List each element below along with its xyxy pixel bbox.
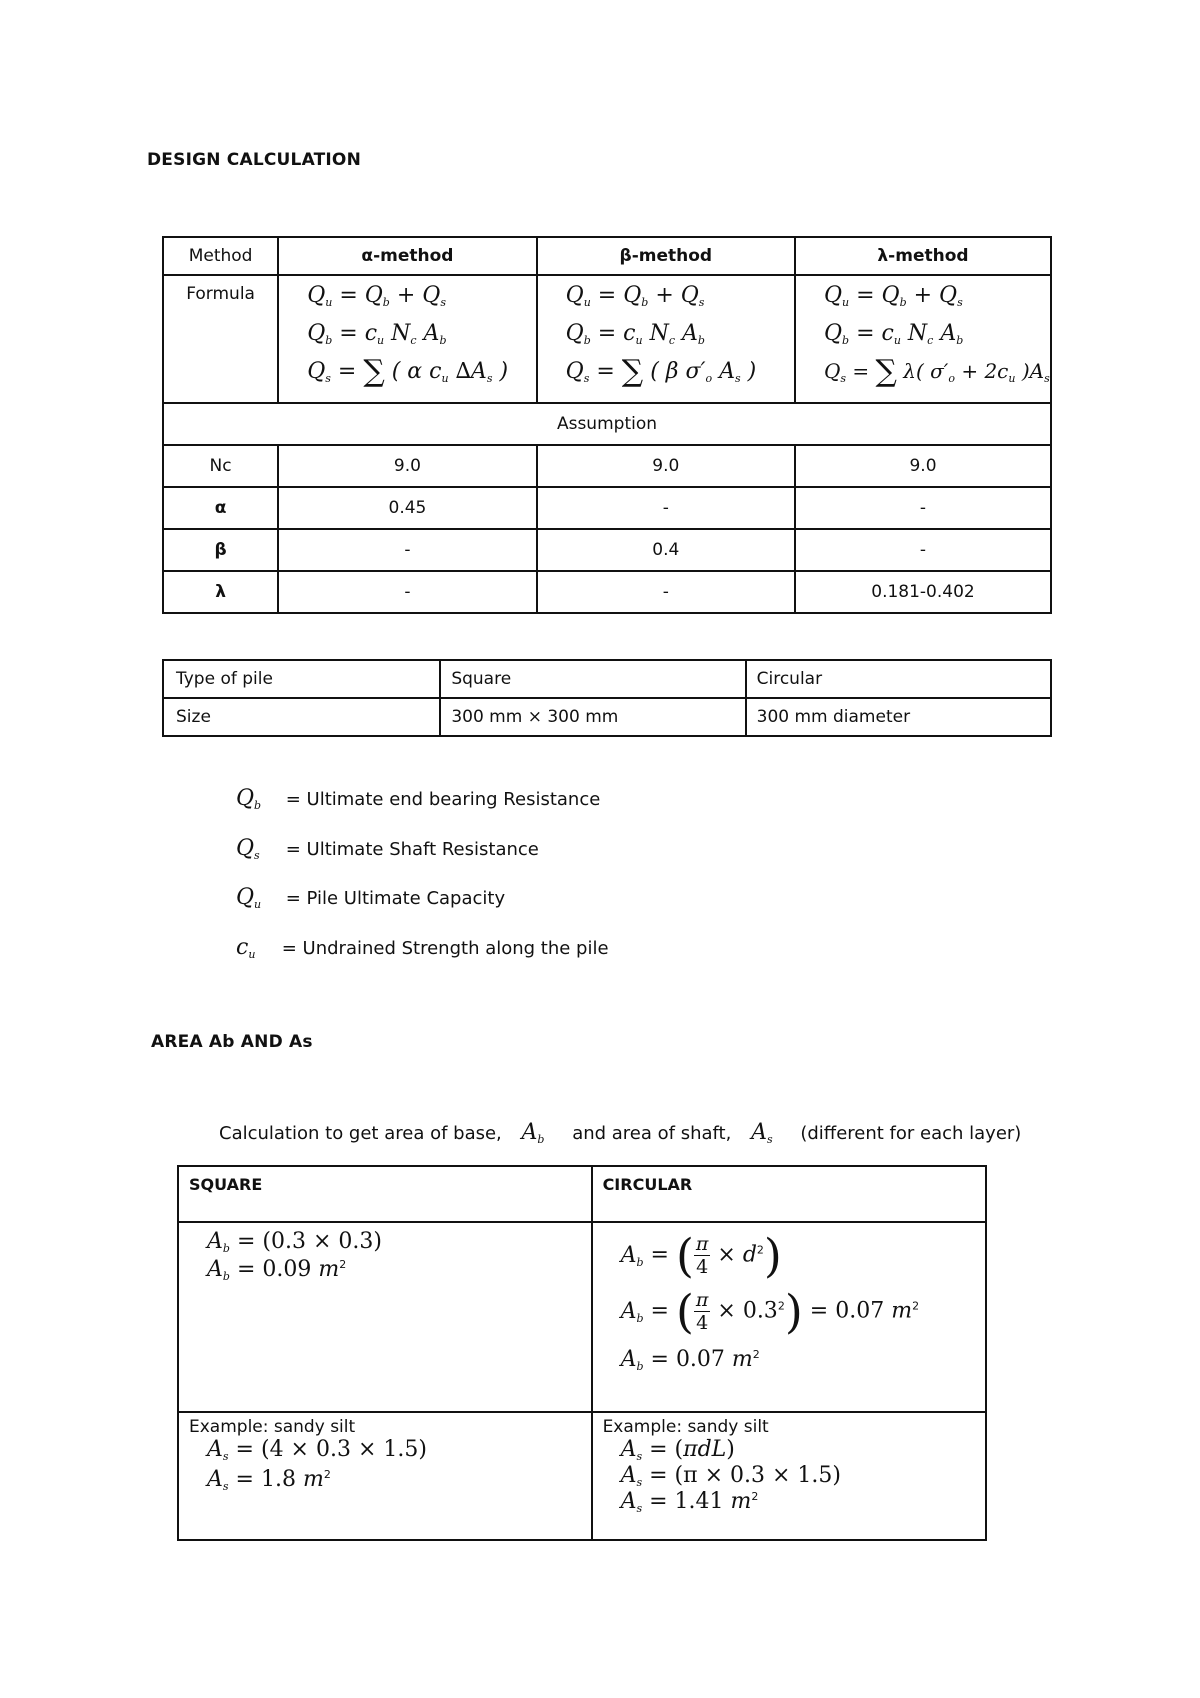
value-cell: - bbox=[537, 487, 795, 529]
table-row bbox=[163, 445, 1051, 487]
value-cell: 9.0 bbox=[795, 445, 1051, 487]
legend-item-cu: $c_u$ = Undrained Strength along the pile bbox=[236, 935, 609, 961]
size-label: Size bbox=[163, 698, 440, 736]
circular-example-label: Example: sandy silt bbox=[602, 1417, 769, 1437]
square-example-label: Example: sandy silt bbox=[189, 1417, 356, 1437]
heading-design-calculation: DESIGN CALCULATION bbox=[147, 150, 362, 170]
circular-shaft-formula: Example: sandy silt $A_s = (\pi dL)$ $A_s = (\pi \times 0.3 \times 1.5)$ $A_s = 1.41$ $m^2$ bbox=[592, 1412, 986, 1540]
area-header-row bbox=[178, 1166, 986, 1222]
pile-type-label: Type of pile bbox=[163, 660, 440, 698]
methods-header-row bbox=[163, 237, 1051, 275]
param-cell: Nc bbox=[163, 445, 278, 487]
lambda-formula: $Q_u = Q_b + Q_s$ $Q_b = c_u$ $N_c$ $A_b$ $Q_s$ = ∑ λ( $\sigma'_o + 2c_u$ )$A_s$ bbox=[795, 275, 1051, 403]
header-beta-method: β-method bbox=[537, 237, 795, 275]
value-cell: 9.0 bbox=[278, 445, 536, 487]
table-row bbox=[163, 571, 1051, 613]
area-table bbox=[177, 1165, 987, 1541]
formula-label: Formula bbox=[163, 275, 278, 403]
area-intro: Calculation to get area of base, $A_b$ and area of shaft, $A_s$ (different for each layer) bbox=[219, 1120, 1022, 1146]
pile-circular-label: Circular bbox=[746, 660, 1051, 698]
param-cell: λ bbox=[163, 571, 278, 613]
value-cell: - bbox=[278, 571, 536, 613]
value-cell: 0.45 bbox=[278, 487, 536, 529]
header-lambda-method: λ-method bbox=[795, 237, 1051, 275]
value-cell: - bbox=[795, 529, 1051, 571]
header-method: Method bbox=[163, 237, 278, 275]
assumption-row bbox=[163, 403, 1051, 445]
heading-area: AREA Ab AND As bbox=[151, 1032, 313, 1052]
pile-size-row bbox=[163, 698, 1051, 736]
beta-formula: $Q_u = Q_b + Q_s$ $Q_b = c_u$ $N_c$ $A_b$ $Q_s$ = ∑ ( β $\sigma'_o$ $A_s$ ) bbox=[537, 275, 795, 403]
value-cell: - bbox=[278, 529, 536, 571]
pile-header-row bbox=[163, 660, 1051, 698]
header-alpha-method: α-method bbox=[278, 237, 536, 275]
methods-table bbox=[162, 236, 1052, 614]
circular-size: 300 mm diameter bbox=[746, 698, 1051, 736]
circular-base-formula: $A_b$ = ( $\frac{\pi}{4}$ × $d^2$) $A_b$ = ( $\frac{\pi}{4}$ × $0.3^2) = 0.07$ $m^2$ $A_b = 0.07$ $m^2$ bbox=[592, 1222, 986, 1412]
pile-table bbox=[162, 659, 1052, 737]
area-base-row bbox=[178, 1222, 986, 1412]
square-header: SQUARE bbox=[178, 1166, 592, 1222]
assumption-label: Assumption bbox=[163, 403, 1051, 445]
param-cell: α bbox=[163, 487, 278, 529]
value-cell: 0.181-0.402 bbox=[795, 571, 1051, 613]
table-row bbox=[163, 487, 1051, 529]
pile-square-label: Square bbox=[440, 660, 745, 698]
legend-item-qb: $Q_b$ = Ultimate end bearing Resistance bbox=[236, 786, 601, 812]
alpha-formula: $Q_u = Q_b + Q_s$ $Q_b = c_u$ $N_c$ $A_b$ $Q_s$ = ∑ ( α $c_u$ $\Delta A_s$ ) bbox=[278, 275, 536, 403]
area-shaft-row bbox=[178, 1412, 986, 1540]
value-cell: 0.4 bbox=[537, 529, 795, 571]
value-cell: - bbox=[537, 571, 795, 613]
value-cell: - bbox=[795, 487, 1051, 529]
value-cell: 9.0 bbox=[537, 445, 795, 487]
legend-item-qu: $Q_u$ = Pile Ultimate Capacity bbox=[236, 885, 506, 911]
table-row bbox=[163, 529, 1051, 571]
square-base-formula: $A_b = (0.3 \times 0.3)$ $A_b = 0.09$ $m^2$ bbox=[178, 1222, 592, 1412]
legend-item-qs: $Q_s$ = Ultimate Shaft Resistance bbox=[236, 836, 539, 862]
circular-header: CIRCULAR bbox=[592, 1166, 986, 1222]
param-cell: β bbox=[163, 529, 278, 571]
square-shaft-formula: Example: sandy silt $A_s = (4 \times 0.3 \times 1.5)$ $A_s = 1.8$ $m^2$ bbox=[178, 1412, 592, 1540]
square-size: 300 mm × 300 mm bbox=[440, 698, 745, 736]
formula-row bbox=[163, 275, 1051, 403]
